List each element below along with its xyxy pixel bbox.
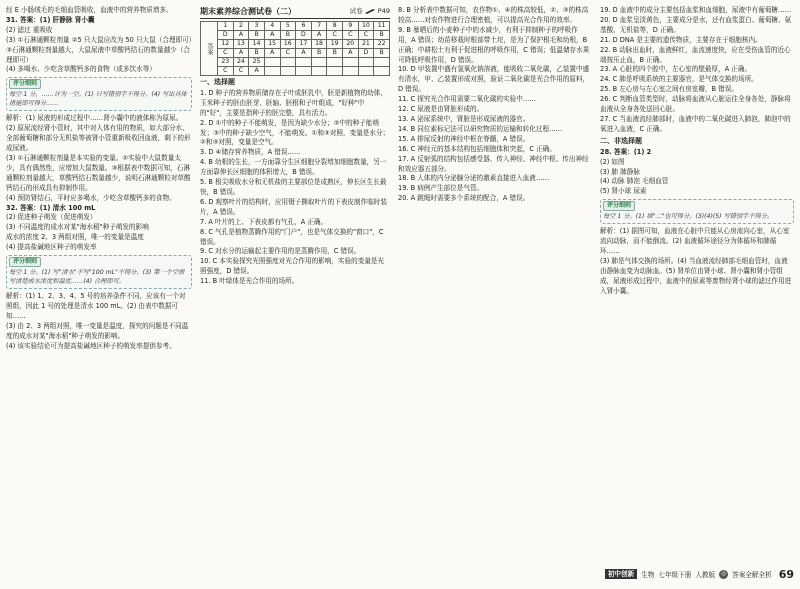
- answer-cell: B: [311, 49, 327, 58]
- answer-cell: 9: [343, 22, 359, 31]
- answer-cell: 2: [233, 22, 249, 31]
- section-heading-nonchoice: 二、非选择题: [600, 136, 642, 145]
- answer-cell: C: [327, 31, 343, 40]
- answer-cell: A: [264, 31, 280, 40]
- answer-cell: [296, 67, 312, 76]
- answer-row-3: [201, 49, 390, 58]
- c1-p5: 解析：(1) 尿液的形成过程中……肾小囊中的液体称为原尿。: [6, 114, 183, 123]
- footer-series: 答案全解全析: [732, 571, 772, 579]
- scoring-text-3: 每空 1 分。(1) 填"二"也可得分。(3)(4)(5) 写错别字不得分。: [603, 213, 774, 221]
- answer-cell: [280, 58, 296, 67]
- c1-p14: 解析：(1) 1、2、3、4、5 号的培养条件不同，应该有一个对照组，因此 1 号的处理是清水 100 mL。(2) 由表中数据可知……: [6, 292, 186, 320]
- footer-subject: 生物: [641, 571, 655, 579]
- exam-page-ref: [350, 7, 390, 17]
- scoring-text-1: 每空 1 分，……计为一空。(1) 只写错别字不得分。(4) 写出具体措施即可得分……: [9, 91, 187, 108]
- answer-cell: 18: [311, 40, 327, 49]
- c1-p6: (2) 原尿流经肾小管时，其中对人体有用的物质，如大部分水、全部葡萄糖和部分无机盐等被肾小管重新吸收回血液，剩下的形成尿液。: [6, 124, 191, 153]
- c1-p10: (2) 促进种子萌发（促进萌发）: [6, 213, 97, 222]
- c2-p9: 10. C 本实验探究光照强度对光合作用的影响，实验的变量是光照强度，D 错误。: [200, 257, 385, 276]
- c4-p3: 22. B 动脉出血时，血液鲜红，血流速度快，应在受伤血管的近心端按压止血，B 正确。: [600, 45, 791, 64]
- answer-cell: [264, 67, 280, 76]
- c1-p16: (4) 该实验结论可为提高盐碱地区种子的萌发率提供参考。: [6, 341, 176, 350]
- c3-p6: 14. B 同位素标记法可以研究物质的运输和转化过程……: [398, 124, 563, 133]
- answer-cell: [374, 67, 390, 76]
- footer-edition: 人教版: [695, 571, 716, 579]
- c4-p14: (5) 肾小球 尿素: [600, 187, 647, 196]
- answer-cell: D: [358, 49, 374, 58]
- c2-p10: 11. B 叶绿体是光合作用的场所。: [200, 277, 299, 286]
- c1-p3: (3) ①石淋通颗粒剂量 ②5 只大鼠应改为 50 只大鼠（合理即可）③石淋通颗粒剂量越大，大鼠尿液中草酸钙结石的数量越少（合理即可）: [6, 35, 192, 64]
- c1-p8: (4) 预防肾结石，平时应多喝水，少吃含草酸钙多的食物。: [6, 193, 176, 202]
- answer-cell: B: [374, 31, 390, 40]
- answer-cell: C: [218, 67, 234, 76]
- column-4: [600, 6, 794, 589]
- answer-cell: B: [249, 31, 265, 40]
- c1-p11: (3) 不同温度的成水对某"海水稻"种子萌发的影响: [6, 223, 149, 232]
- c4-p2: 21. D DNA 是主要的遗传物质，主要存在于细胞核内。: [600, 35, 762, 44]
- c2-p5: 6. D 观察叶片的结构时，应用镊子撕取叶片的下表皮制作临时装片，A 错误。: [200, 197, 387, 216]
- answer-cell: [280, 67, 296, 76]
- answer-row-5: [201, 67, 390, 76]
- answer-cell: [311, 67, 327, 76]
- answer-cell: A: [343, 49, 359, 58]
- page-number: 69: [778, 567, 794, 581]
- c2-p6: 7. A 叶片的上、下表皮都有气孔，A 正确。: [200, 217, 328, 226]
- c3-p7: 15. A 排尿反射的神经中枢在脊髓，A 错误。: [398, 134, 530, 143]
- c2-p1: 2. D ①中的种子不能萌发，是因为缺少水分；②中的种子能萌发；③中的种子缺少空气，不能萌发。①和③对照，变量是水分；②和③对照，变量是空气。: [200, 118, 390, 147]
- answer-cell: 7: [311, 22, 327, 31]
- c1-p2: (2) 滤过 重吸收: [6, 25, 53, 34]
- c2-p8: 9. C 对水分的运输起主要作用的是蒸腾作用，C 错误。: [200, 247, 361, 256]
- answer-row-4: [201, 58, 390, 67]
- c2-p3: 4. B 幼根的生长，一方面靠分生区细胞分裂增加细胞数量，另一方面靠伸长区细胞的体积增大，B 错误。: [200, 158, 387, 177]
- exam-page-number: P49: [377, 7, 390, 16]
- pen-icon: [365, 8, 376, 14]
- answer-cell: C: [280, 49, 296, 58]
- answer-cell: D: [218, 31, 234, 40]
- answer-cell: [296, 58, 312, 67]
- c1-p12: 成水的浓度 2、3 两组对照，唯一的变量是温度: [6, 233, 144, 242]
- answer-cell: A: [311, 31, 327, 40]
- scoring-badge-2: 评分细则: [9, 257, 41, 267]
- c4-a0: 解析：(1) 据图可知，血液在心脏中只能从心房流向心室，从心室流向动脉，而不能倒流。(2) 血液循环途径分为体循环和肺循环……: [600, 227, 790, 256]
- answer-cell: [343, 58, 359, 67]
- scoring-badge-1: 评分细则: [9, 79, 41, 89]
- c4-p4: 23. A 心脏的四个腔中，左心室的壁最厚，A 正确。: [600, 65, 752, 74]
- scoring-badge-3: 评分细则: [603, 201, 635, 211]
- answer-cell: [264, 58, 280, 67]
- c3-p10: 18. B 人体的内分泌腺分泌的激素直接进入血液……: [398, 174, 550, 183]
- circle-icon: ◎: [719, 570, 728, 579]
- c3-p2: 10. D 甲装置中盛有氢氧化钠溶液，能吸收二氧化碳，乙装置中盛有清水，甲、乙装置形成对照，验证二氧化碳是光合作用的原料，D 错误。: [398, 65, 590, 94]
- answer-cell: [327, 67, 343, 76]
- c3-p1: 9. B 暴晒后的小麦种子中的水减少，有利于抑制种子的呼吸作用，A 错误；幼苗移栽时根部带土坨，是为了保护根毛和幼根，B 正确；中耕松土有利于促进根的呼吸作用，C 错误；低温储存水果可降低呼吸作用，D 错误。: [398, 25, 590, 64]
- answer-cell: A: [296, 49, 312, 58]
- c2-p7: 8. C 气孔是植物蒸腾作用的"门户"，也是气体交换的"窗口"，C 错误。: [200, 227, 384, 246]
- c3-p9: 17. A 反射弧的结构包括感受器、传入神经、神经中枢、传出神经和效应器五部分。: [398, 154, 589, 173]
- answer-cell: 25: [249, 58, 265, 67]
- answer-cell: 10: [358, 22, 374, 31]
- answer-cell: 12: [218, 40, 234, 49]
- c2-p4: 5. B 根尖吸收水分和无机盐的主要部位是成熟区，伸长区生长最快，B 错误。: [200, 178, 387, 196]
- answer-cell: 14: [249, 40, 265, 49]
- scoring-panel-3: [600, 199, 794, 224]
- answer-cell: 17: [296, 40, 312, 49]
- c4-p6: 25. B 左心房与左心室之间有房室瓣，B 错误。: [600, 85, 738, 94]
- c1-p4: (4) 多喝水、少吃含草酸钙多的食物（或多饮水等）: [6, 65, 156, 74]
- c3-p12: 20. A 跳绳时需要多个系统的配合，A 错误。: [398, 194, 530, 203]
- answer-cell: [374, 58, 390, 67]
- section-heading-choice: 一、选择题: [200, 78, 235, 86]
- answer-cell: B: [249, 49, 265, 58]
- answer-row-2: [201, 40, 390, 49]
- c4-a1: (3) 肺是气体交换的场所。(4) 当血液流经肺部毛细血管时，血液由静脉血变为动脉血。(5) 肾单位由肾小球、肾小囊和肾小管组成，尿液形成过程中，血液中的尿素等废物经肾小球的滤过作用进入肾小囊。: [600, 256, 792, 295]
- answer-cell: [343, 67, 359, 76]
- answer-cell: 4: [264, 22, 280, 31]
- c3-p5: 13. A 泌尿系统中，肾脏是形成尿液的器官。: [398, 114, 530, 123]
- c1-p13: (4) 提高盐碱地区种子的萌发率: [6, 243, 97, 252]
- c3-p3: 11. C 探究光合作用需要二氧化碳的实验中……: [398, 95, 536, 104]
- answer-cell: [358, 58, 374, 67]
- answer-cell: A: [233, 31, 249, 40]
- page-footer: [600, 567, 794, 581]
- c4-p5: 24. C 肺是呼吸系统的主要器官，是气体交换的场所。: [600, 75, 758, 84]
- answer-cell: [311, 58, 327, 67]
- answer-cell: D: [296, 31, 312, 40]
- answer-cell: C: [233, 67, 249, 76]
- answer-cell: 20: [343, 40, 359, 49]
- c3-p4: 12. C 尿液是由肾脏形成的。: [398, 105, 484, 114]
- c1-p1: 31. 答案：(1) 肝静脉 肾小囊: [6, 15, 95, 24]
- c1-p9: 32. 答案：(1) 清水 100 mL: [6, 203, 96, 212]
- answer-table: [200, 21, 390, 76]
- answer-cell: [327, 58, 343, 67]
- answer-row-1: [201, 31, 390, 40]
- answer-cell: 15: [264, 40, 280, 49]
- c2-p0: 1. D 种子的营养物质储存在子叶或胚乳中，胚是新植物的幼体，玉米种子的胚由胚芽、胚轴、胚根和子叶组成，"好种"中的"好"，主要是指种子的胚完整，具有活力。: [200, 88, 387, 117]
- answer-cell: 5: [280, 22, 296, 31]
- c3-p11: 19. B 病例产生部位是气管。: [398, 184, 484, 193]
- c3-p0: 8. B 分析表中数据可知，农作物①、④的株高较低，②、③的株高较高……对农作物进行合理密植，可以提高光合作用的效率。: [398, 6, 589, 24]
- exam-page-prefix: 试卷: [349, 7, 363, 16]
- answer-cell: 24: [233, 58, 249, 67]
- exam-header: [200, 6, 390, 19]
- answer-cell: 21: [358, 40, 374, 49]
- c4-p10: 28. 答案：(1) 2: [600, 147, 652, 156]
- answer-cell: 23: [218, 58, 234, 67]
- column-3: [398, 6, 590, 589]
- answer-cell: A: [264, 49, 280, 58]
- answer-row-0: [201, 22, 390, 31]
- c4-p12: (3) 肺 肺静脉: [600, 167, 640, 176]
- footer-grade: 七年级下册: [658, 571, 692, 579]
- answer-cell: B: [327, 49, 343, 58]
- answer-cell: B: [280, 31, 296, 40]
- answer-cell: A: [249, 67, 265, 76]
- column-2: [200, 6, 390, 589]
- answer-cell: 3: [249, 22, 265, 31]
- c4-p8: 27. C 当血液流经肺部时，血液中的二氧化碳进入肺泡，肺泡中的氧进入血液，C 正确。: [600, 114, 791, 133]
- answer-cell: 8: [327, 22, 343, 31]
- answer-cell: B: [374, 49, 390, 58]
- answer-cell: C: [218, 49, 234, 58]
- c4-p0: 19. D 血液中的成分主要包括血浆和血细胞，尿液中有葡萄糖……: [600, 6, 792, 14]
- c1-p0: 经 E 小肠绒毛的毛细血管吸收，血液中的营养物质增多。: [6, 6, 173, 14]
- c4-p11: (2) 如图: [600, 157, 625, 166]
- answer-label-1: 答: [206, 42, 213, 49]
- answer-label-2: 案: [206, 48, 213, 55]
- brand-logo: 初中创新: [605, 569, 637, 579]
- c2-p2: 3. D ④储存营养物质，A 错误……: [200, 148, 301, 157]
- c4-p13: (4) 动脉 肺泡 毛细血管: [600, 177, 669, 186]
- c4-p7: 26. C 判断血管类型时，动脉将血液从心脏运往全身各处，静脉将血液从全身各处送回心脏。: [600, 95, 791, 114]
- answer-cell: A: [233, 49, 249, 58]
- scoring-panel-2: [6, 255, 192, 289]
- answer-cell: 19: [327, 40, 343, 49]
- answer-cell: 1: [218, 22, 234, 31]
- scoring-panel-1: [6, 77, 192, 111]
- answer-table-label: [201, 22, 218, 76]
- answer-cell: [358, 67, 374, 76]
- answer-cell: 11: [374, 22, 390, 31]
- answer-cell: C: [343, 31, 359, 40]
- c3-p8: 16. C 神经元的基本结构包括细胞体和突起，C 正确。: [398, 144, 556, 153]
- exam-title: 期末素养综合测试卷（二）: [200, 7, 296, 16]
- answer-cell: 6: [296, 22, 312, 31]
- answer-cell: 16: [280, 40, 296, 49]
- answer-cell: C: [358, 31, 374, 40]
- answer-cell: 22: [374, 40, 390, 49]
- c1-p7: (3) ①石淋通颗粒剂量是本实验的变量。②实验中大鼠数量太少，具有偶然性，应增加大鼠数量。③根据表中数据可知，石淋通颗粒剂量越大，草酸钙结石数量越少，说明石淋通颗粒对草酸钙结石的形成具有抑制作用。: [6, 153, 191, 192]
- scoring-text-2: 每空 1 分。(1) 写"清水"不写"100 mL"不得分。(3) 第一个空需写清楚成水浓度和温度……(4) 合理即可。: [9, 269, 185, 286]
- answer-cell: 13: [233, 40, 249, 49]
- c1-p15: (3) 由 2、3 两组对照，唯一变量是温度，探究的问题是不同温度的成水对某"海水稻"种子萌发的影响。: [6, 321, 189, 340]
- c4-p1: 20. D 血浆呈淡黄色，主要成分是水，还有血浆蛋白、葡萄糖、氨基酸、无机盐等，D 正确。: [600, 15, 792, 34]
- column-1: [6, 6, 192, 589]
